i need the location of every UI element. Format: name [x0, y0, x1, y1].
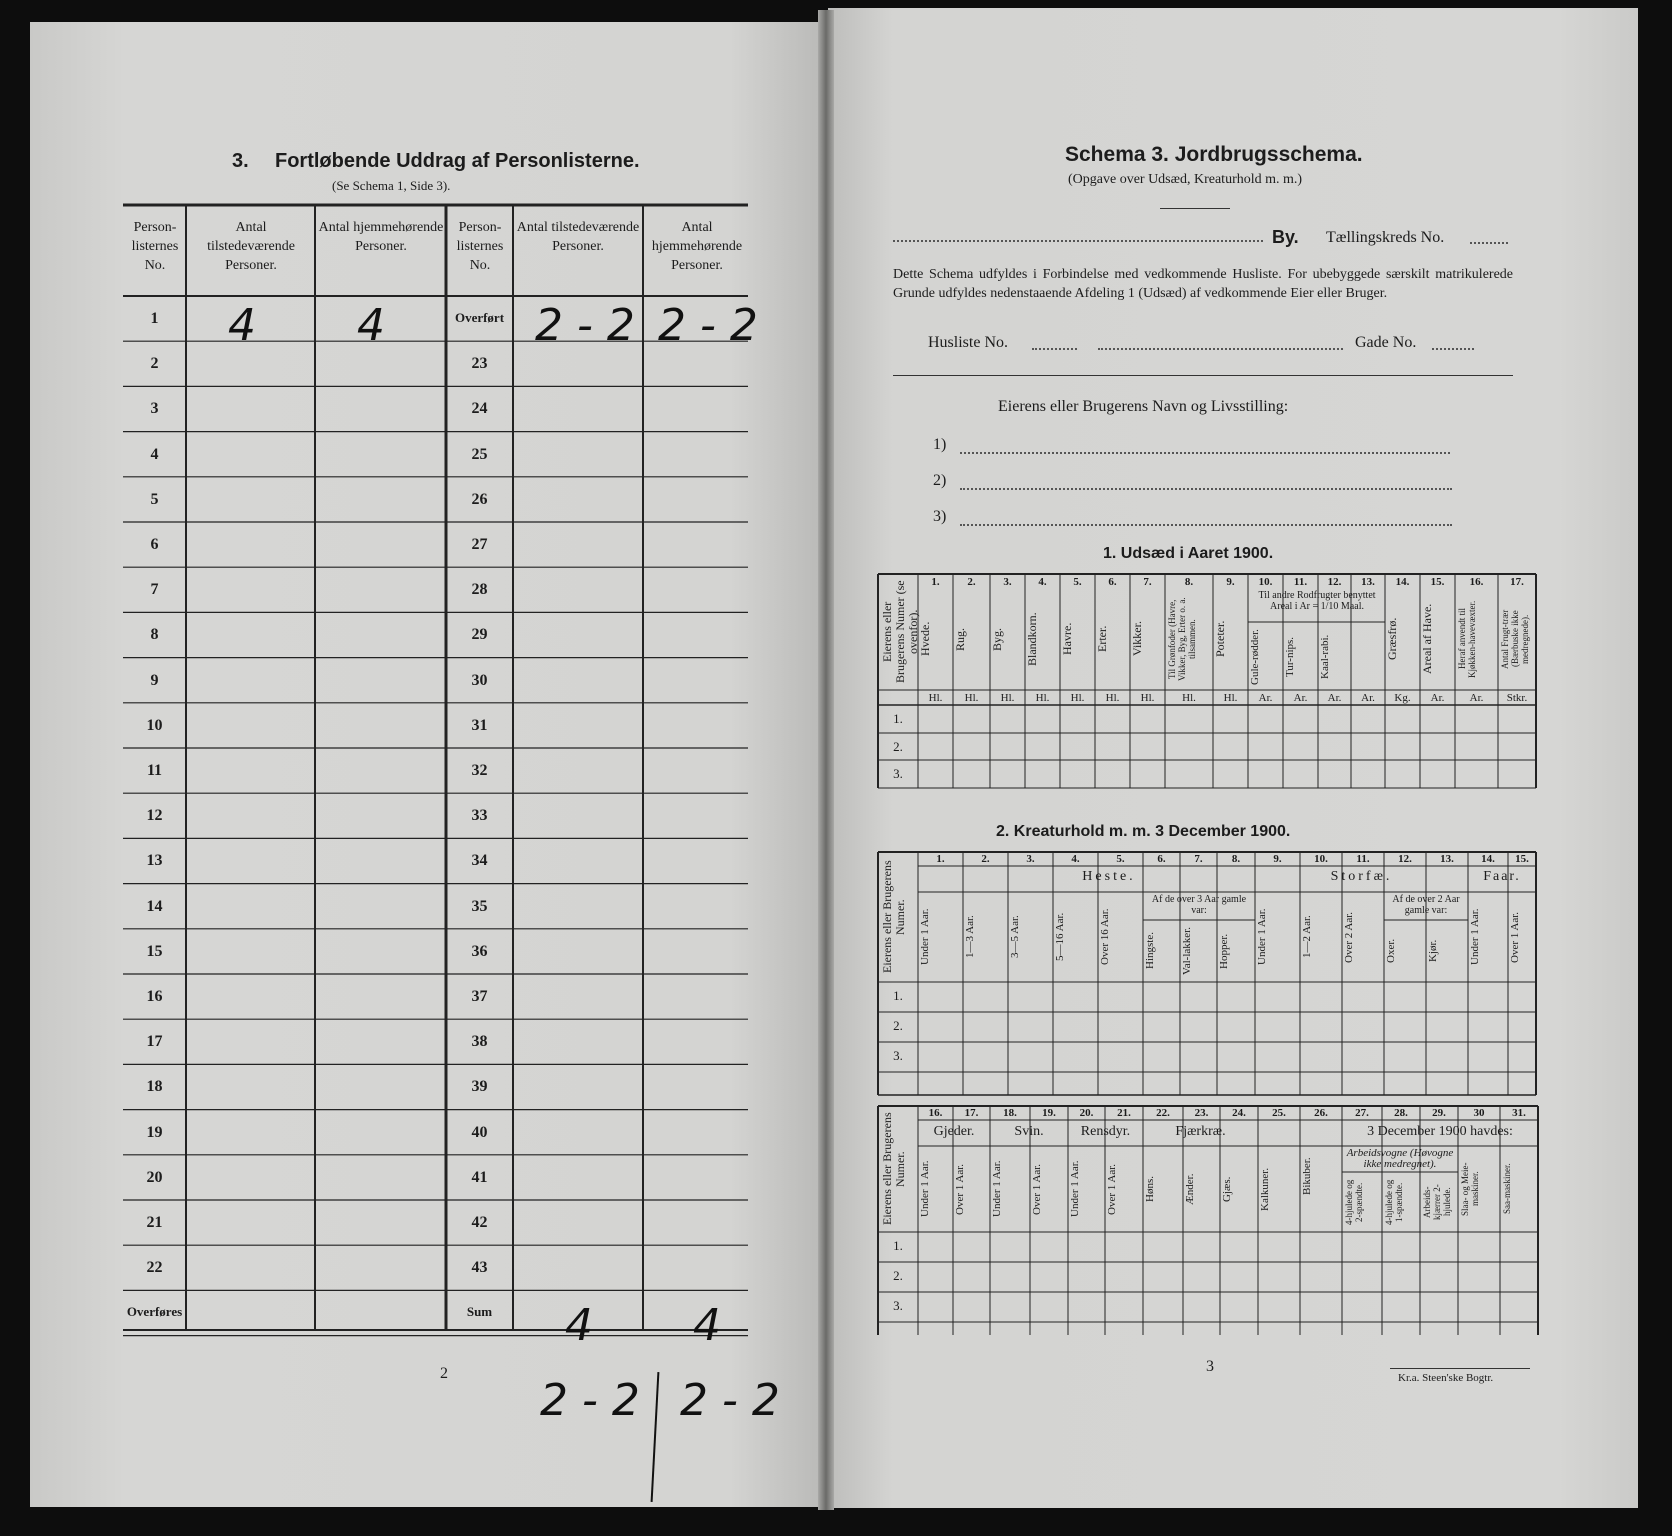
left-row-number: 9: [150, 671, 159, 689]
hand-sum-hjemmehorende: 4: [693, 1300, 721, 1351]
s1-unit: Ar.: [1293, 692, 1308, 704]
s2-group-heste: Heste.: [1082, 869, 1136, 884]
s2-sub-heste: Af de over 3 Aar gamle var:: [1151, 894, 1247, 916]
by-label: By.: [1272, 227, 1299, 247]
s3-col-number: 24.: [1232, 1107, 1246, 1119]
s1-col-label: Til Grønfoder (Havre, Vikker, Byg, Erter o. a. tilsammen.: [1167, 597, 1197, 681]
s2-col-number: 3.: [1026, 853, 1035, 865]
s1-col-label: Havre.: [1060, 622, 1074, 656]
s3-col-number: 19.: [1042, 1107, 1056, 1119]
s1-group-label: Til andre Rodfrugter benyttet Areal i Ar = 1/10 Maal.: [1258, 590, 1376, 612]
s2-col-label: Under 1 Aar.: [919, 908, 931, 966]
left-row-number: 14: [146, 897, 163, 915]
s3-col-number: 22.: [1156, 1107, 1170, 1119]
s2-col-label: Over 16 Aar.: [1099, 908, 1111, 966]
s2-col-label: 3—5 Aar.: [1009, 915, 1021, 959]
hand-overfort-hjemmehorende: 2 - 2: [658, 300, 758, 351]
s2-group-storfae: Storfæ.: [1330, 869, 1393, 884]
s2-col-label: Kjør.: [1427, 939, 1439, 963]
s3-group-havdes: 3 December 1900 havdes:: [1367, 1124, 1513, 1139]
s1-col-label: Vikker.: [1130, 621, 1144, 657]
s3-col-number: 29.: [1432, 1107, 1446, 1119]
s3-col-label: Kalkuner.: [1259, 1167, 1271, 1211]
s2-col-number: 8.: [1231, 853, 1241, 865]
section2-title: 2. Kreaturhold m. m. 3 December 1900.: [996, 823, 1291, 840]
s2-col-label: 1—3 Aar.: [964, 915, 976, 959]
s2-col-label: Under 1 Aar.: [1469, 908, 1481, 966]
s3-col-number: 26.: [1314, 1107, 1328, 1119]
s1-unit: Hl.: [1223, 692, 1238, 704]
s3-col-label: Ænder.: [1184, 1173, 1196, 1205]
right-page-number: 3: [1206, 1358, 1214, 1375]
right-row-number: 28: [471, 581, 488, 599]
s3-col-number: 23.: [1194, 1107, 1209, 1119]
s3-col-number: 25.: [1272, 1107, 1286, 1119]
s2-col-number: 6.: [1157, 853, 1166, 865]
s2-row-number: 2.: [893, 1018, 903, 1033]
s3-col-number: 28.: [1394, 1107, 1408, 1119]
s3-row-number: 1.: [893, 1238, 903, 1253]
hand-bottom-total-right: 2 - 2: [680, 1375, 780, 1426]
s1-unit: Hl.: [1105, 692, 1120, 704]
s1-col-number: 10.: [1258, 576, 1273, 588]
hand-row1-tilstedevaerende: 4: [228, 300, 256, 351]
left-heading-number: 3.: [232, 150, 249, 172]
s2-col-number: 11.: [1356, 853, 1370, 865]
right-row-number: 41: [471, 1168, 488, 1186]
s3-col-number: 27.: [1355, 1107, 1369, 1119]
right-row-number: 30: [471, 671, 488, 689]
s3-col-label: Saa-maskiner.: [1502, 1163, 1512, 1215]
right-row-number: 27: [471, 536, 488, 553]
s1-col-number: 4.: [1038, 576, 1047, 588]
s1-col-label: Heraf anvendt til Kjøkken-havevæxter.: [1457, 600, 1477, 678]
right-row-number: 25: [471, 445, 488, 463]
right-row-number: 35: [471, 897, 488, 915]
left-row-number: 15: [146, 942, 163, 960]
s1-col-number: 2.: [967, 576, 976, 588]
left-row-number: 22: [146, 1259, 163, 1277]
s2-col-number: 10.: [1314, 853, 1328, 865]
row-side-label: Eierens eller Brugerens Numer (se ovenfor).: [880, 580, 920, 684]
right-row-number: 39: [471, 1078, 488, 1096]
s1-col-label: Erter.: [1095, 625, 1109, 653]
s1-unit: Ar.: [1469, 692, 1484, 704]
left-page-number: 2: [440, 1365, 448, 1382]
owner-label: Eierens eller Brugerens Navn og Livsstilling:: [998, 398, 1289, 415]
s2-row-number: 1.: [893, 988, 903, 1003]
s3-col-label: Bikuber.: [1301, 1157, 1313, 1195]
s1-col-label: Hvede.: [918, 621, 932, 657]
s2-col-number: 5.: [1116, 853, 1125, 865]
s1-col-number: 11.: [1293, 576, 1308, 588]
s1-unit: Kg.: [1394, 692, 1411, 704]
left-row-number: 1: [150, 310, 159, 327]
s1-col-label: Poteter.: [1213, 620, 1227, 658]
s1-unit: Hl.: [928, 692, 943, 704]
s1-unit: Ar.: [1258, 692, 1273, 704]
right-row-number: 38: [471, 1033, 488, 1051]
s2-col-number: 15.: [1515, 853, 1529, 865]
s1-col-number: 17.: [1510, 576, 1524, 588]
s2-col-label: 5—16 Aar.: [1054, 912, 1066, 962]
s3-group-rensdyr: Rensdyr.: [1080, 1124, 1131, 1139]
s2-sub-storfae: Af de over 2 Aar gamle var:: [1392, 894, 1460, 916]
s1-col-number: 9.: [1226, 576, 1235, 588]
s1-col-number: 13.: [1361, 576, 1375, 588]
left-row-number: 6: [150, 536, 159, 553]
s2-col-label: Over 1 Aar.: [1509, 911, 1521, 963]
hand-row1-hjemmehorende: 4: [357, 300, 385, 351]
s1-col-number: 12.: [1327, 576, 1342, 588]
s3-group-gjeder: Gjeder.: [933, 1124, 975, 1139]
s3-row-number: 3.: [893, 1298, 903, 1313]
hand-bottom-total-left: 2 - 2: [540, 1375, 640, 1426]
s3-col-number: 31.: [1512, 1107, 1526, 1119]
s1-col-label: Byg.: [990, 627, 1004, 651]
s1-unit: Stkr.: [1506, 692, 1528, 704]
col-header-hjem-left: Antal hjemmehørende Personer.: [318, 220, 444, 254]
s2-col-number: 13.: [1440, 853, 1454, 865]
right-row-number: 23: [471, 355, 488, 373]
right-row-number: 42: [471, 1214, 488, 1231]
s2-col-label: Hingste.: [1144, 932, 1156, 970]
s2-col-number: 14.: [1481, 853, 1495, 865]
s1-col-number: 8.: [1184, 576, 1194, 588]
s3-col-label: 4-hjulede og 2-spændte.: [1344, 1179, 1364, 1225]
left-row-number: Overføres: [126, 1304, 183, 1320]
s1-col-number: 6.: [1108, 576, 1117, 588]
s1-col-number: 15.: [1430, 576, 1445, 588]
left-row-number: 8: [150, 626, 159, 644]
s1-col-label: Gule-rødder.: [1249, 629, 1261, 685]
s1-col-label: Rug.: [953, 627, 967, 651]
s2-col-label: 1—2 Aar.: [1301, 915, 1313, 959]
right-row-number: 24: [471, 400, 488, 418]
s3-col-label: Over 1 Aar.: [1106, 1163, 1118, 1215]
s1-unit: Hl.: [1070, 692, 1085, 704]
right-row-number: 32: [471, 762, 488, 779]
s1-col-label: Blandkorn.: [1025, 612, 1039, 666]
right-row-number: 26: [471, 490, 488, 508]
s1-col-number: 7.: [1143, 576, 1152, 588]
s3-col-label: 4-hjulede og 1-spændte.: [1384, 1179, 1404, 1225]
left-row-number: 3: [150, 400, 159, 418]
left-row-number: 17: [146, 1033, 163, 1051]
s2-col-number: 9.: [1273, 853, 1282, 865]
owner-item-2: 2): [933, 472, 947, 489]
s3-col-label: Slaa- og Meie-maskiner.: [1460, 1162, 1480, 1216]
hand-sum-tilstedevaerende: 4: [565, 1300, 593, 1351]
right-row-number: 29: [471, 626, 488, 644]
s2-col-label: Over 2 Aar.: [1343, 911, 1355, 963]
right-row-number: 31: [471, 716, 488, 734]
s3-col-label: Under 1 Aar.: [919, 1160, 931, 1218]
kreds-label: Tællingskreds No.: [1326, 229, 1445, 246]
s2-group-faar: Faar.: [1483, 869, 1521, 884]
left-row-number: 19: [146, 1123, 163, 1141]
printer-credit: Kr.a. Steen'ske Bogtr.: [1398, 1372, 1494, 1384]
right-row-number: 43: [471, 1259, 488, 1277]
left-heading: Fortløbende Uddrag af Personlisterne.: [275, 150, 640, 172]
s1-col-number: 3.: [1003, 576, 1012, 588]
s1-col-label: Antal Frugt-trær (Bærbuske ikke medregnede).: [1500, 609, 1530, 669]
printer-rule: [1390, 1368, 1530, 1369]
s2-row-number: 3.: [893, 1048, 903, 1063]
s1-row-number: 3.: [893, 766, 903, 781]
col-header-hjem-right: Antal hjemmehørende Personer.: [651, 220, 743, 273]
s1-col-number: 1.: [931, 576, 940, 588]
s2-col-label: Under 1 Aar.: [1256, 908, 1268, 966]
s2-col-number: 2.: [981, 853, 990, 865]
s3-col-label: Gjæs.: [1221, 1176, 1233, 1202]
s3-col-label: Over 1 Aar.: [954, 1163, 966, 1215]
right-row-number: 34: [471, 852, 488, 870]
left-row-number: 21: [146, 1214, 163, 1231]
s2-col-label: Hopper.: [1218, 933, 1230, 969]
s2-col-label: Oxer.: [1385, 938, 1397, 964]
husliste-label: Husliste No.: [928, 334, 1008, 351]
left-row-number: 5: [150, 490, 159, 508]
left-row-number: 2: [150, 355, 159, 373]
s3-col-label: Høns.: [1144, 1176, 1156, 1202]
s1-unit: Hl.: [1000, 692, 1015, 704]
left-row-number: 11: [146, 762, 163, 779]
right-row-number: 40: [471, 1123, 488, 1141]
schema-instructions: Dette Schema udfyldes i Forbindelse med vedkommende Husliste. For ubebyggede særskilt matrikulerede Grunde udfyldes nedenstaaende Afdeling 1 (Udsæd) af vedkommende Eier eller Bruger.: [893, 267, 1513, 301]
s1-col-label: Areal af Have.: [1420, 603, 1434, 675]
s1-unit: Hl.: [1140, 692, 1155, 704]
s1-col-label: Tur-nips.: [1284, 636, 1296, 678]
right-row-number: 33: [471, 807, 488, 825]
s1-row-number: 2.: [893, 739, 903, 754]
right-row-number: 36: [471, 942, 488, 960]
s3-group-svin: Svin.: [1014, 1124, 1044, 1139]
left-subheading: (Se Schema 1, Side 3).: [332, 178, 451, 193]
col-header-tilst-left: Antal tilstedeværende Personer.: [207, 220, 295, 273]
s3-col-label: Arbeids-kjærrer 2-hjulede.: [1422, 1184, 1452, 1220]
s1-unit: Hl.: [1035, 692, 1050, 704]
s3-col-label: Under 1 Aar.: [1069, 1160, 1081, 1218]
left-row-number: 18: [146, 1078, 163, 1096]
s1-unit: Hl.: [1182, 692, 1196, 704]
s1-col-number: 16.: [1469, 576, 1484, 588]
s3-col-number: 30: [1473, 1107, 1485, 1119]
s3-col-number: 16.: [928, 1107, 943, 1119]
s1-unit: Ar.: [1361, 692, 1375, 704]
s1-col-number: 14.: [1395, 576, 1410, 588]
col-header-person-no-left: Person-listernes No.: [131, 220, 179, 273]
s3-group-arbeid: Arbeidsvogne (Høvogne ikke medregnet).: [1346, 1147, 1454, 1170]
col-header-person-no-right: Person-listernes No.: [456, 220, 504, 273]
s3-col-number: 20.: [1079, 1107, 1094, 1119]
s2-col-number: 1.: [936, 853, 945, 865]
schema-title: Schema 3. Jordbrugsschema.: [1065, 143, 1363, 166]
s2-col-number: 4.: [1071, 853, 1080, 865]
right-row-number: Sum: [466, 1304, 493, 1320]
s2-col-number: 12.: [1398, 853, 1412, 865]
gade-label: Gade No.: [1355, 334, 1417, 351]
s2-col-number: 7.: [1194, 853, 1203, 865]
hand-overfort-tilstedevaerende: 2 - 2: [535, 300, 635, 351]
s2-col-label: Val-lakker.: [1181, 927, 1193, 975]
s1-unit: Ar.: [1327, 692, 1342, 704]
left-row-number: 4: [150, 445, 159, 463]
s3-col-number: 18.: [1003, 1107, 1017, 1119]
owner-item-3: 3): [933, 508, 947, 525]
left-row-number: 13: [146, 852, 163, 870]
s1-col-label: Græsfrø.: [1385, 617, 1399, 661]
s3-group-fjaerkrae: Fjærkræ.: [1175, 1124, 1226, 1139]
s1-unit: Ar.: [1430, 692, 1445, 704]
left-row-number: 20: [146, 1168, 163, 1186]
schema-subtitle: (Opgave over Udsæd, Kreaturhold m. m.): [1068, 172, 1303, 187]
s3-col-label: Over 1 Aar.: [1031, 1163, 1043, 1215]
col-header-tilst-right: Antal tilstedeværende Personer.: [516, 220, 640, 254]
s1-row-number: 1.: [893, 711, 903, 726]
s3-row-number: 2.: [893, 1268, 903, 1283]
owner-item-1: 1): [933, 436, 947, 453]
right-row-number: Overført: [454, 310, 505, 325]
row-side-label-3: Eierens eller Brugerens Numer.: [880, 1112, 907, 1226]
section1-title: 1. Udsæd i Aaret 1900.: [1103, 545, 1274, 562]
left-row-number: 12: [146, 807, 163, 825]
row-side-label-2: Eierens eller Brugerens Numer.: [880, 860, 907, 974]
left-row-number: 7: [150, 581, 159, 599]
right-row-number: 37: [471, 988, 488, 1005]
s1-col-label: Kaal-rabi.: [1319, 634, 1331, 680]
s3-col-number: 21.: [1117, 1107, 1131, 1119]
left-row-number: 10: [146, 716, 163, 734]
s3-col-label: Under 1 Aar.: [991, 1160, 1003, 1218]
s1-unit: Hl.: [964, 692, 979, 704]
s1-col-number: 5.: [1073, 576, 1082, 588]
s3-col-number: 17.: [964, 1107, 979, 1119]
left-row-number: 16: [146, 988, 163, 1005]
